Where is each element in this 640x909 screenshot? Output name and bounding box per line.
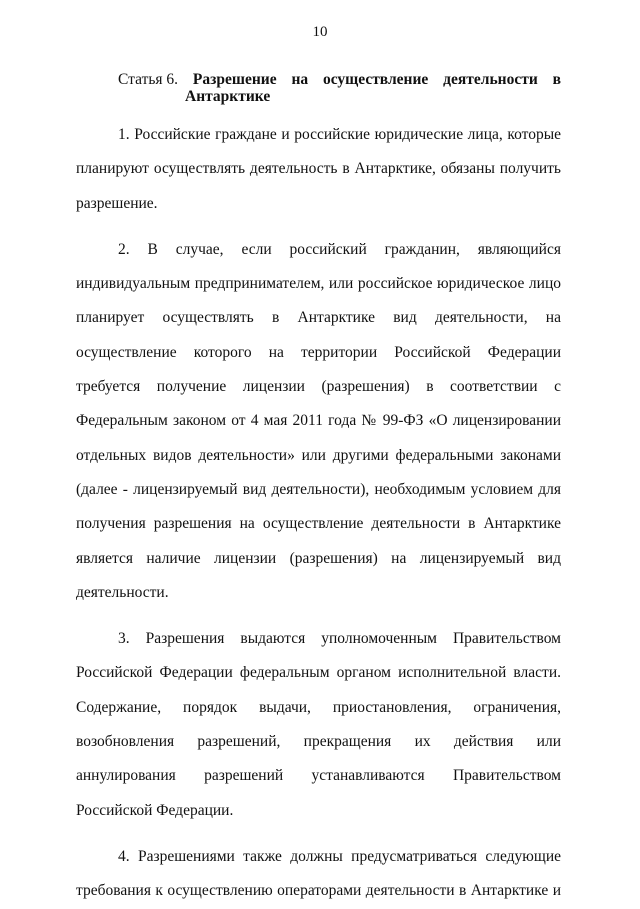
paragraph-2: 2. В случае, если российский гражданин, являющийся индивидуальным предпринимателем, или российское юридическое лицо планирует осуществлять в Антарктике вид деятельности, на осуществление которого на территории Российской Федерации требуется получение лицензии (разрешения) в соответствии с Федеральным законом от 4 мая 2011 года № 99-ФЗ «О лицензировании отдельных видов деятельности» или другими федеральными законами (далее - лицензируемый вид деятельности), необходимым условием для получения разрешения на осуществление деятельности в Антарктике является наличие лицензии (разрешения) на лицензируемый вид деятельности. (76, 240, 561, 601)
article-heading (118, 71, 561, 105)
article-title-word: деятельности (443, 71, 538, 88)
paragraph-4: 4. Разрешениями также должны предусматриваться следующие требования к осуществлению операторами деятельности в Антарктике и (76, 847, 561, 900)
article-heading-line-1 (118, 71, 561, 88)
page-number: 10 (312, 24, 328, 40)
paragraph-1: 1. Российские граждане и российские юридические лица, которые планируют осуществлять деятельность в Антарктике, обязаны получить разрешение. (76, 126, 561, 212)
article-title-line-2: Антарктике (185, 88, 271, 105)
article-body (76, 118, 561, 909)
article-title-word: осуществление (322, 71, 429, 88)
article-label: Статья 6. (118, 71, 179, 88)
paragraph-3: 3. Разрешения выдаются уполномоченным Правительством Российской Федерации федеральным органом исполнительной власти. Содержание, порядок выдачи, приостановления, ограничения, возобновления разрешений, прекращения их действия или аннулирования разрешений устанавливаются Правительством Российской Федерации. (76, 630, 561, 819)
article-title-word: на (291, 71, 309, 88)
article-title-word: Разрешение (192, 71, 277, 88)
article-title-word: в (552, 71, 561, 88)
